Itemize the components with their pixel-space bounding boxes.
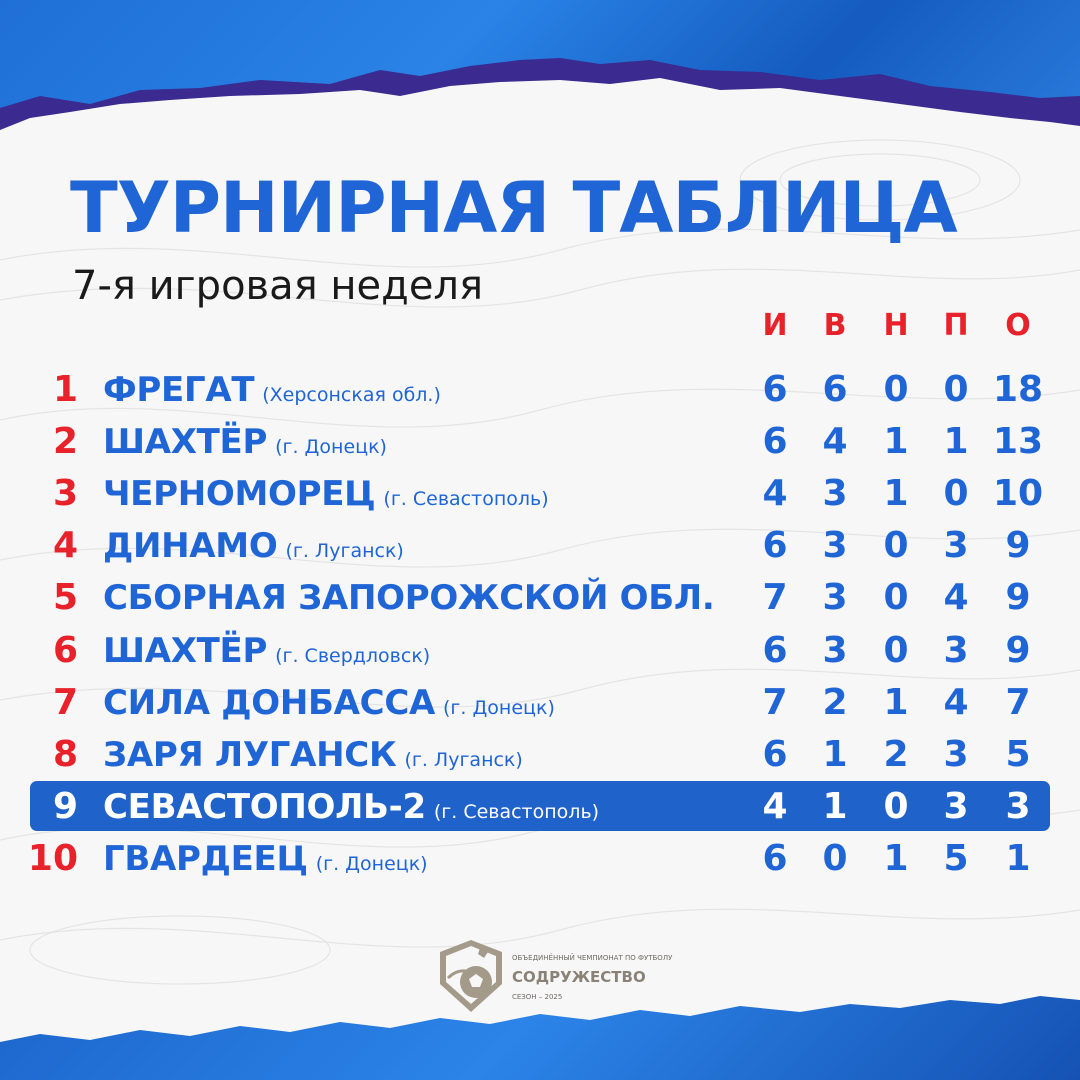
stat-wins: 3 (822, 525, 848, 567)
column-header-wins: В (823, 308, 847, 343)
row-position: 9 (52, 785, 78, 827)
stat-points: 13 (992, 421, 1044, 463)
stat-games: 6 (762, 837, 788, 879)
stat-draws: 0 (883, 369, 909, 410)
team-city: (г. Свердловск) (275, 644, 431, 667)
stat-games: 4 (762, 473, 788, 515)
row-position: 6 (52, 629, 78, 671)
stat-points: 9 (1005, 577, 1031, 619)
stat-games: 6 (762, 525, 788, 567)
stat-points: 5 (1005, 733, 1031, 775)
stat-points: 10 (992, 473, 1044, 515)
stat-losses: 3 (943, 629, 969, 671)
stat-points: 18 (992, 369, 1044, 410)
row-position: 10 (27, 837, 78, 879)
team-name: СЕВАСТОПОЛЬ-2 (103, 786, 426, 827)
team-city: (г. Луганск) (404, 748, 523, 771)
stat-points: 7 (1005, 681, 1031, 723)
team-city: (г. Луганск) (285, 540, 404, 563)
stat-games: 4 (762, 785, 788, 827)
team-name: ФРЕГАТ (103, 370, 255, 410)
team-name: ШАХТЁР (103, 422, 268, 463)
stat-losses: 5 (943, 837, 969, 879)
stat-losses: 0 (943, 369, 969, 410)
column-headers (0, 306, 1080, 346)
row-team (103, 781, 753, 839)
row-team (103, 729, 753, 787)
league-logo (436, 938, 676, 1018)
stat-losses: 0 (943, 473, 969, 515)
stat-wins: 1 (822, 785, 848, 827)
stat-draws: 0 (883, 785, 909, 827)
table-row (0, 468, 1080, 520)
stat-wins: 2 (822, 681, 848, 723)
stat-wins: 3 (822, 629, 848, 671)
logo-line-3: СЕЗОН – 2025 (512, 993, 563, 1001)
row-position: 1 (52, 369, 78, 410)
stat-points: 9 (1005, 629, 1031, 671)
row-position: 4 (52, 525, 78, 567)
row-team (103, 625, 753, 683)
team-city: (г. Севастополь) (383, 488, 549, 511)
team-city: (г. Донецк) (275, 436, 387, 459)
stat-losses: 3 (943, 525, 969, 567)
column-header-losses: П (943, 308, 969, 343)
row-team (103, 468, 753, 526)
stat-losses: 4 (943, 577, 969, 619)
stat-draws: 0 (883, 577, 909, 619)
stat-points: 1 (1005, 837, 1031, 879)
row-team (103, 416, 753, 474)
stat-points: 3 (1005, 785, 1031, 827)
table-row (0, 625, 1080, 677)
team-name: ДИНАМО (103, 526, 278, 567)
column-header-points: О (1005, 308, 1031, 343)
stat-wins: 6 (822, 369, 848, 410)
stat-points: 9 (1005, 525, 1031, 567)
team-name: СБОРНАЯ ЗАПОРОЖСКОЙ ОБЛ. (103, 578, 715, 619)
stat-losses: 3 (943, 785, 969, 827)
stat-draws: 1 (883, 681, 909, 723)
table-row (0, 572, 1080, 624)
team-name: ШАХТЁР (103, 630, 268, 671)
team-city: (г. Севастополь) (433, 800, 600, 823)
stat-wins: 4 (822, 421, 848, 463)
logo-line-1: ОБЪЕДИНЁННЫЙ ЧЕМПИОНАТ ПО ФУТБОЛУ (512, 954, 673, 962)
stat-wins: 0 (822, 837, 848, 879)
table-row (0, 729, 1080, 781)
stat-games: 7 (762, 681, 788, 723)
team-city: (г. Донецк) (442, 696, 555, 719)
stat-draws: 1 (883, 421, 909, 463)
team-city: (г. Донецк) (315, 852, 428, 875)
table-row (0, 364, 1080, 416)
team-name: ГВАРДЕЕЦ (103, 838, 308, 879)
table-row (0, 416, 1080, 468)
stat-draws: 0 (883, 525, 909, 567)
row-position: 5 (52, 577, 78, 619)
stat-draws: 1 (883, 473, 909, 515)
column-header-games: И (762, 308, 788, 343)
team-name: СИЛА ДОНБАССА (103, 682, 435, 723)
row-position: 8 (52, 733, 78, 775)
stat-wins: 3 (822, 577, 848, 619)
table-row (0, 520, 1080, 572)
stat-losses: 1 (943, 421, 969, 463)
stat-losses: 3 (943, 733, 969, 775)
stat-losses: 4 (943, 681, 969, 723)
stat-wins: 3 (822, 473, 848, 515)
page-title: ТУРНИРНАЯ ТАБЛИЦА (70, 167, 957, 249)
stat-draws: 2 (883, 733, 909, 775)
stat-games: 6 (762, 629, 788, 671)
row-team (103, 520, 753, 578)
row-team (103, 833, 753, 891)
table-row (0, 833, 1080, 885)
table-row (0, 781, 1080, 833)
column-header-draws: Н (883, 308, 909, 343)
row-position: 2 (52, 421, 78, 463)
team-city: (Херсонская обл.) (262, 384, 441, 406)
soccer-ball-shield-icon (436, 938, 506, 1014)
stat-wins: 1 (822, 733, 848, 775)
team-name: ЗАРЯ ЛУГАНСК (103, 734, 397, 775)
stat-games: 6 (762, 733, 788, 775)
page-subtitle: 7-я игровая неделя (72, 263, 484, 309)
row-team (103, 364, 753, 422)
row-position: 3 (52, 473, 78, 515)
table-row (0, 677, 1080, 729)
logo-line-2: СОДРУЖЕСТВО (512, 968, 646, 986)
team-name: ЧЕРНОМОРЕЦ (103, 474, 376, 515)
stat-games: 6 (762, 421, 788, 463)
row-team (103, 572, 753, 630)
stat-games: 6 (762, 369, 788, 410)
stat-draws: 1 (883, 837, 909, 879)
row-team (103, 677, 753, 735)
row-position: 7 (52, 681, 78, 723)
stat-draws: 0 (883, 629, 909, 671)
stat-games: 7 (762, 577, 788, 619)
